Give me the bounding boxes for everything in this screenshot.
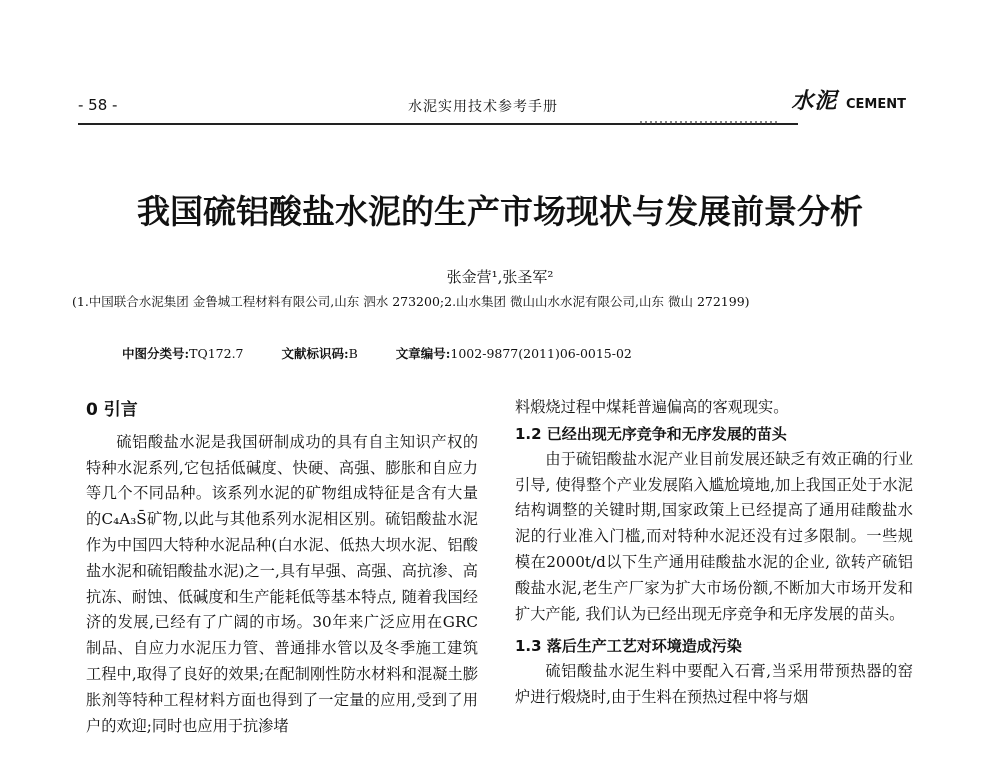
- clc-value: TQ172.7: [189, 346, 244, 361]
- left-column: [86, 398, 478, 739]
- section-heading-1-3: 1.3 落后生产工艺对环境造成污染: [515, 637, 742, 656]
- logo-chinese: 水泥: [791, 88, 838, 114]
- article-title: 我国硫铝酸盐水泥的生产市场现状与发展前景分析: [137, 192, 863, 231]
- classification-line: [122, 344, 632, 362]
- section-heading-1-2: 1.2 已经出现无序竞争和无序发展的苗头: [515, 424, 787, 443]
- cement-logo: [791, 84, 906, 115]
- right-column: [515, 395, 913, 711]
- article-authors: 张金营¹,张圣军²: [446, 268, 554, 286]
- logo-english: CEMENT: [846, 97, 906, 112]
- section-1-3-paragraph: 硫铝酸盐水泥生料中要配入石膏,当采用带预热器的窑炉进行煅烧时,由于生料在预热过程中将与烟: [515, 662, 913, 707]
- page-header: [78, 84, 912, 116]
- introduction-paragraph: 硫铝酸盐水泥是我国研制成功的具有自主知识产权的特种水泥系列,它包括低碱度、快硬、高强、膨胀和自应力等几个不同品种。该系列水泥的矿物组成特征是含有大量的C₄A₃S̄矿物,以此与其他系列水泥相区别。硫铝酸盐水泥作为中国四大特种水泥品种(白水泥、低热大坝水泥、铝酸盐水泥和硫铝酸盐水泥)之一,具有早强、高强、高抗渗、高抗冻、耐蚀、低碱度和生产能耗低等基本特点, 随着我国经济的发展,已经有了广阔的市场。30年来广泛应用在GRC制品、自应力水泥压力管、普通排水管以及冬季施工建筑工程中,取得了良好的效果;在配制刚性防水材料和混凝土膨胀剂等特种工程材料方面也得到了一定量的应用,受到了用户的欢迎;同时也应用于抗渗堵: [86, 432, 478, 735]
- continued-paragraph: 料煅烧过程中煤耗普遍偏高的客观现实。: [515, 398, 789, 416]
- header-rule-fade: [640, 121, 780, 125]
- article-id-label: 文章编号:: [395, 346, 451, 361]
- section-heading-introduction: 0 引言: [86, 400, 138, 420]
- clc-label: 中图分类号:: [122, 346, 190, 361]
- page-number: - 58 -: [78, 96, 118, 114]
- author-affiliations: (1.中国联合水泥集团 金鲁城工程材料有限公司,山东 泗水 273200;2.山水集团 微山山水水泥有限公司,山东 微山 272199): [72, 294, 750, 309]
- journal-name: 水泥实用技术参考手册: [408, 99, 558, 115]
- doc-code-label: 文献标识码:: [281, 346, 349, 361]
- doc-code-value: B: [348, 346, 358, 361]
- article-id-value: 1002-9877(2011)06-0015-02: [450, 346, 632, 361]
- section-1-2-paragraph: 由于硫铝酸盐水泥产业目前发展还缺乏有效正确的行业引导, 使得整个产业发展陷入尴尬境地,加上我国正处于水泥结构调整的关键时期,国家政策上已经提高了通用硅酸盐水泥的行业准入门槛,而对特种水泥还没有过多限制。一些规模在2000t/d以下生产通用硅酸盐水泥的企业, 欲转产硫铝酸盐水泥,老生产厂家为扩大市场份额,不断加大市场开发和扩大产能, 我们认为已经出现无序竞争和无序发展的苗头。: [515, 449, 913, 623]
